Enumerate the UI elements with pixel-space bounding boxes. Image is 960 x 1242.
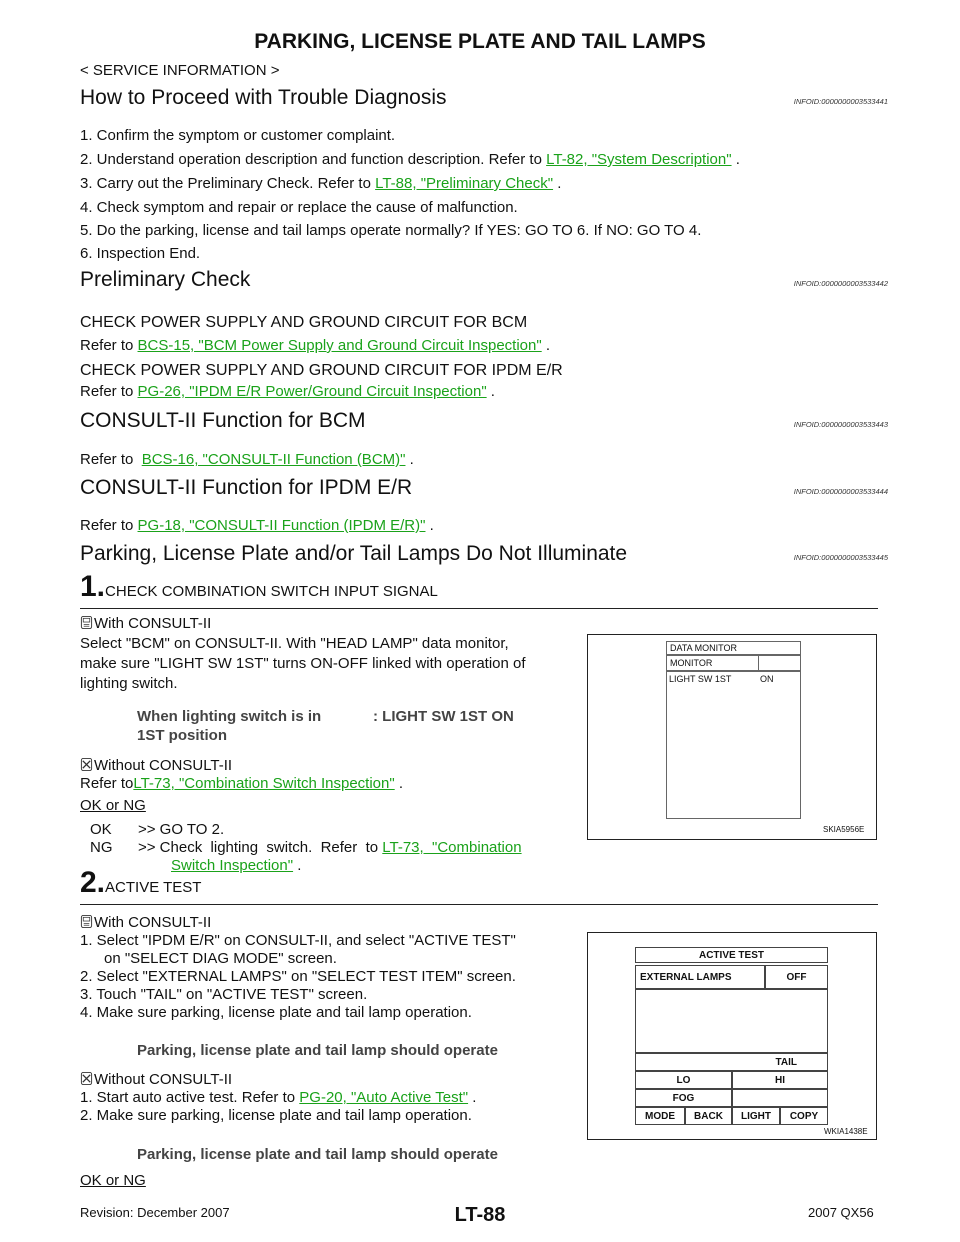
step2-item-1a: 1. Select "IPDM E/R" on CONSULT-II, and select "ACTIVE TEST" [80,932,516,949]
section-title: How to Proceed with Trouble Diagnosis [80,86,447,109]
link-pg-20[interactable]: PG-20, "Auto Active Test" [299,1089,469,1106]
step1-text-3: lighting switch. [80,675,178,692]
caption-bcm-power: CHECK POWER SUPPLY AND GROUND CIRCUIT FOR BCM [80,314,528,331]
condition-value: : LIGHT SW 1ST ON [373,708,514,725]
page-header-title: PARKING, LICENSE PLATE AND TAIL LAMPS [254,30,706,53]
info-id: INFOID:0000000003533443 [793,420,888,429]
note-should-operate-1: Parking, license plate and tail lamp should operate [137,1042,498,1059]
consult-tool-icon [80,616,93,629]
step2-item-4: 4. Make sure parking, license plate and tail lamp operation. [80,1004,472,1021]
step-number-digit: 1. [80,570,106,603]
blank-button [732,1089,828,1107]
step-title: CHECK COMBINATION SWITCH INPUT SIGNAL [105,583,438,600]
step2-item-1b: on "SELECT DIAG MODE" screen. [104,950,337,967]
without-consult-text: Without CONSULT-II [94,1071,233,1088]
link-lt-73-ng[interactable]: LT-73, "Combination [382,839,522,856]
step1-text-1: Select "BCM" on CONSULT-II. With "HEAD LAMP" data monitor, [80,635,509,652]
ref-text: Refer to [80,383,138,400]
step2-item-3: 3. Touch "TAIL" on "ACTIVE TEST" screen. [80,986,368,1003]
link-pg-18[interactable]: PG-18, "CONSULT-II Function (IPDM E/R)" [137,517,426,534]
ref-text: Refer to [80,337,138,354]
step2-without-1 [80,1089,476,1106]
link-switch-inspection[interactable]: Switch Inspection" [171,857,294,874]
without-consult-text: Without CONSULT-II [94,757,233,774]
page-header-subtitle: < SERVICE INFORMATION > [80,62,280,79]
back-button[interactable]: BACK [685,1107,732,1125]
info-id: INFOID:0000000003533441 [793,97,888,106]
condition-lighting-switch-1: When lighting switch is in [137,708,322,725]
hi-button[interactable]: HI [732,1071,828,1089]
step-number [80,570,438,604]
copy-button[interactable]: COPY [780,1107,828,1125]
step1-ref [80,775,403,792]
step-3-suffix: . [553,175,562,192]
link-lt-73[interactable]: LT-73, "Combination Switch Inspection" [133,775,395,792]
step1-text-2: make sure "LIGHT SW 1ST" turns ON-OFF linked with operation of [80,655,526,672]
ref-suffix: . [468,1089,477,1106]
section-consult-bcm [80,405,888,433]
ref-consult-ipdm [80,517,434,534]
ok-value-1: >> GO TO 2. [138,821,225,838]
ref-text: Refer to [80,775,134,792]
data-monitor-blank [758,655,801,671]
data-monitor-body [666,671,801,819]
ng-text: >> Check lighting switch. Refer to [138,839,383,856]
section-not-illuminate [80,538,888,566]
without-consult-label-2 [80,1071,232,1088]
figure-id: WKIA1438E [824,1127,868,1136]
ng-key-1: NG [90,839,113,856]
data-monitor-column: MONITOR [666,655,759,671]
link-pg-26[interactable]: PG-26, "IPDM E/R Power/Ground Circuit Inspection" [137,383,487,400]
consult-tool-icon [80,915,93,928]
ref-suffix: . [486,383,495,400]
ng-value-1 [138,839,522,856]
figure-active-test [587,932,877,1140]
monitor-value: ON [760,674,774,684]
monitor-item: LIGHT SW 1ST [669,674,732,684]
ng-suffix: . [293,857,302,874]
step-2-text: 2. Understand operation description and function description. Refer to [80,151,547,168]
active-test-item: EXTERNAL LAMPS [635,965,765,989]
with-consult-label [80,615,211,632]
no-tool-icon [80,758,93,771]
link-bcs-15[interactable]: BCS-15, "BCM Power Supply and Ground Circuit Inspection" [137,337,542,354]
ok-or-ng-1: OK or NG [80,797,146,814]
step2-without-2: 2. Make sure parking, license plate and tail lamp operation. [80,1107,472,1124]
info-id: INFOID:0000000003533442 [793,279,888,288]
with-consult-text: With CONSULT-II [94,914,212,931]
info-id: INFOID:0000000003533445 [793,553,888,562]
step-2 [80,151,740,168]
section-title: CONSULT-II Function for BCM [80,409,366,432]
ref-bcm-power [80,337,550,354]
data-monitor-title: DATA MONITOR [666,641,801,655]
with-consult-label-2 [80,914,211,931]
section-preliminary-check [80,264,888,292]
step-5: 5. Do the parking, license and tail lamps operate normally? If YES: GO TO 6. If NO: GO TO 4. [80,222,702,239]
condition-lighting-switch-2: 1ST position [137,727,227,744]
active-test-title: ACTIVE TEST [635,947,828,963]
link-lt-88-preliminary-check[interactable]: LT-88, "Preliminary Check" [375,175,554,192]
section-how-to-proceed [80,82,888,110]
ref-suffix: . [394,775,404,792]
step-title: ACTIVE TEST [105,879,202,896]
step-number-digit: 2. [80,866,106,899]
ref-suffix: . [405,451,414,468]
active-test-value: OFF [765,965,828,989]
section-title: CONSULT-II Function for IPDM E/R [80,476,413,499]
step-1-header [80,572,878,609]
note-should-operate-2: Parking, license plate and tail lamp should operate [137,1146,498,1163]
figure-id: SKIA5956E [823,825,865,834]
lo-button[interactable]: LO [635,1071,732,1089]
footer-revision: Revision: December 2007 [80,1205,230,1220]
caption-ipdm-power: CHECK POWER SUPPLY AND GROUND CIRCUIT FOR IPDM E/R [80,362,563,379]
step-2-suffix: . [731,151,740,168]
mode-button[interactable]: MODE [635,1107,685,1125]
section-title: Parking, License Plate and/or Tail Lamps Do Not Illuminate [80,542,628,565]
ref-consult-bcm [80,451,414,468]
step-4: 4. Check symptom and repair or replace the cause of malfunction. [80,199,518,216]
figure-data-monitor [587,634,877,840]
ref-suffix: . [425,517,434,534]
no-tool-icon [80,1072,93,1085]
step-3-text: 3. Carry out the Preliminary Check. Refer to [80,175,376,192]
step-6: 6. Inspection End. [80,245,201,262]
step-1: 1. Confirm the symptom or customer complaint. [80,127,396,144]
fog-button[interactable]: FOG [635,1089,732,1107]
section-consult-ipdm [80,472,888,500]
active-test-blank [635,989,828,1053]
info-id: INFOID:0000000003533444 [793,487,888,496]
with-consult-text: With CONSULT-II [94,615,212,632]
link-lt-82-system-description[interactable]: LT-82, "System Description" [546,151,732,168]
ref-text: Refer to [80,517,138,534]
page-number: LT-88 [454,1204,506,1226]
section-title: Preliminary Check [80,268,251,291]
step-3 [80,175,561,192]
tail-button[interactable]: TAIL [635,1053,828,1071]
without-consult-label [80,757,232,774]
step2-item-2: 2. Select "EXTERNAL LAMPS" on "SELECT TEST ITEM" screen. [80,968,516,985]
ok-or-ng-2: OK or NG [80,1172,146,1189]
ref-ipdm-power [80,383,495,400]
step-number [80,866,201,900]
link-bcs-16[interactable]: BCS-16, "CONSULT-II Function (BCM)" [141,451,406,468]
light-button[interactable]: LIGHT [732,1107,780,1125]
step-2-header [80,868,878,905]
footer-model: 2007 QX56 [808,1205,874,1220]
ok-key-1: OK [90,821,112,838]
ref-suffix: . [541,337,551,354]
ref-text: 1. Start auto active test. Refer to [80,1089,300,1106]
ref-text: Refer to [80,451,142,468]
